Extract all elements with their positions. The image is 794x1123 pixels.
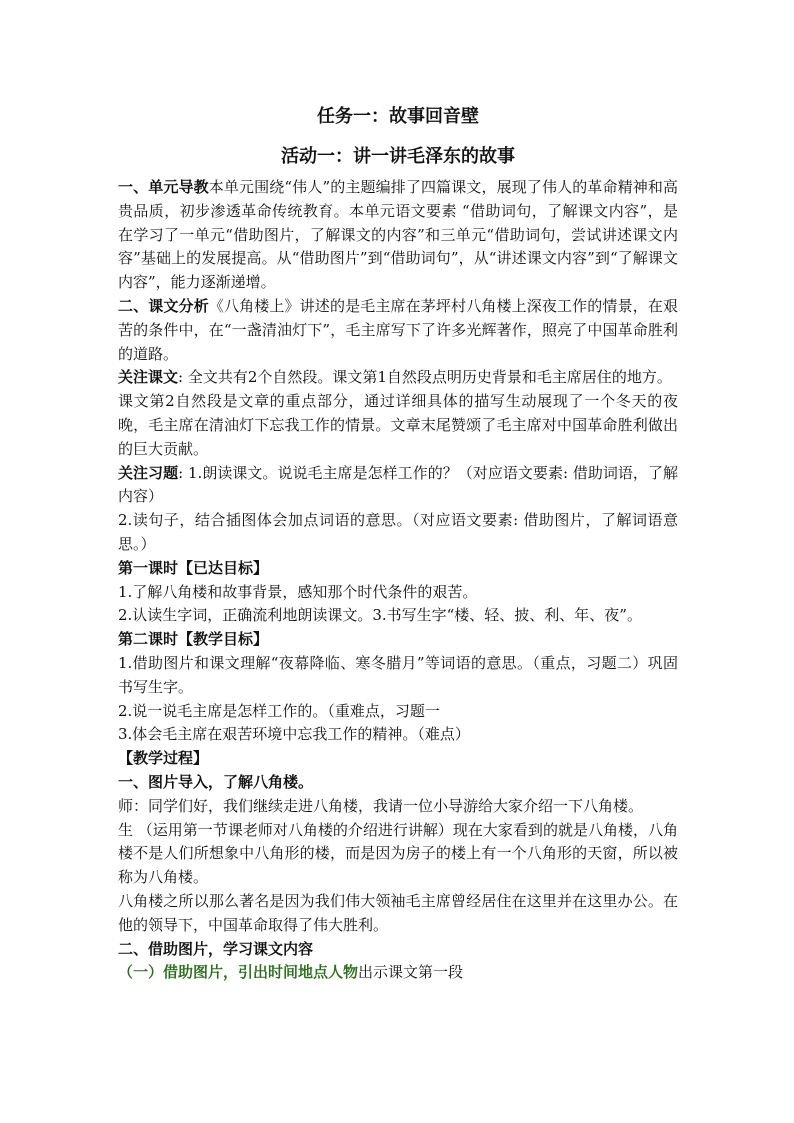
octagon-tower-paragraph: 八角楼之所以那么著名是因为我们伟大领袖毛主席曾经居住在这里并在这里办公。在他的领导下，中国革命取得了伟大胜利。 (118, 891, 678, 934)
paragraph-two-analysis: 课文第2自然段是文章的重点部分，通过详细具体的描写生动展现了一个冬天的夜晚，毛主席在清油灯下忘我工作的情景。文章末尾赞颂了毛主席对中国革命胜利做出的巨大贡献。 (118, 392, 678, 458)
subsection-one-label: （一）借助图片，引出时间地点人物 (118, 963, 359, 982)
teaching-process-heading: 【教学过程】 (118, 749, 209, 768)
text-analysis-paragraph (118, 295, 678, 366)
lesson-two-goal-3: 3.体会毛主席在艰苦环境中忘我工作的精神。（难点） (118, 725, 470, 744)
unit-guide-label: 一、单元导教 (118, 178, 209, 196)
lesson-one-heading: 第一课时【已达目标】 (118, 558, 269, 577)
lesson-one-goal-1: 1.了解八角楼和故事背景，感知那个时代条件的艰苦。 (118, 582, 478, 601)
teacher-line: 师：同学们好，我们继续走进八角楼，我请一位小导游给大家介绍一下八角楼。 (118, 796, 644, 815)
task-title: 任务一：故事回音壁 (317, 106, 479, 127)
focus-text-paragraph (118, 366, 678, 390)
text-analysis-text: 《八角楼上》讲述的是毛主席在茅坪村八角楼上深夜工作的情景，在艰苦的条件中，在“一盏清油灯下”，毛主席写下了许多光辉著作，照亮了中国革命胜利的道路。 (118, 296, 678, 363)
focus-exercise-label: 关注习题 (118, 463, 179, 482)
focus-text-text: : 全文共有2个自然段。课文第1自然段点明历史背景和毛主席居住的地方。 (178, 368, 672, 387)
unit-guide-text: 本单元围绕“伟人”的主题编排了四篇课文，展现了伟人的革命精神和高贵品质，初步渗透革命传统教育。本单元语文要素 “借助词句，了解课文内容”，是在学习了一单元“借助图片，了解课文的内容”和三单元“借助词句，尝试讲述课文内容”基础上的发展提高。从“借助图片”到“借助词句”，从“讲述课文内容”到“了解课文内容”，能力逐渐递增。 (118, 178, 678, 292)
unit-guide-paragraph (118, 176, 678, 295)
section-one-heading: 一、图片导入，了解八角楼。 (118, 772, 314, 791)
section-two-heading: 二、借助图片，学习课文内容 (118, 939, 314, 958)
lesson-two-goal-1: 1.借助图片和课文理解“夜幕降临、寒冬腊月”等词语的意思。（重点，习题二）巩固书写生字。 (118, 653, 678, 696)
lesson-one-goal-2: 2.认读生字词，正确流利地朗读课文。3.书写生字“楼、轻、披、利、年、夜”。 (118, 606, 642, 625)
focus-exercise-paragraph (118, 462, 678, 510)
text-analysis-label: 二、课文分析 (118, 296, 209, 315)
document-page (118, 100, 678, 985)
focus-text-label: 关注课文 (118, 368, 179, 387)
student-line: 生 （运用第一节课老师对八角楼的介绍进行讲解）现在大家看到的就是八角楼，八角楼不是人们所想象中八角形的楼，而是因为房子的楼上有一个八角形的天窗，所以被称为八角楼。 (118, 820, 678, 887)
focus-exercise-text: : 1.朗读课文。说说毛主席是怎样工作的？（对应语文要素: 借助词语，了解内容） (118, 463, 678, 506)
lesson-two-goal-2: 2.说一说毛主席是怎样工作的。（重难点，习题一 (118, 701, 440, 720)
lesson-two-heading: 第二课时【教学目标】 (118, 630, 269, 649)
exercise-two: 2.读句子，结合插图体会加点词语的意思。（对应语文要素: 借助图片，了解词语意思。） (118, 511, 678, 553)
subsection-one-text: 出示课文第一段 (358, 963, 464, 982)
subsection-one (118, 961, 678, 985)
activity-title: 活动一：讲一讲毛泽东的故事 (281, 146, 515, 167)
